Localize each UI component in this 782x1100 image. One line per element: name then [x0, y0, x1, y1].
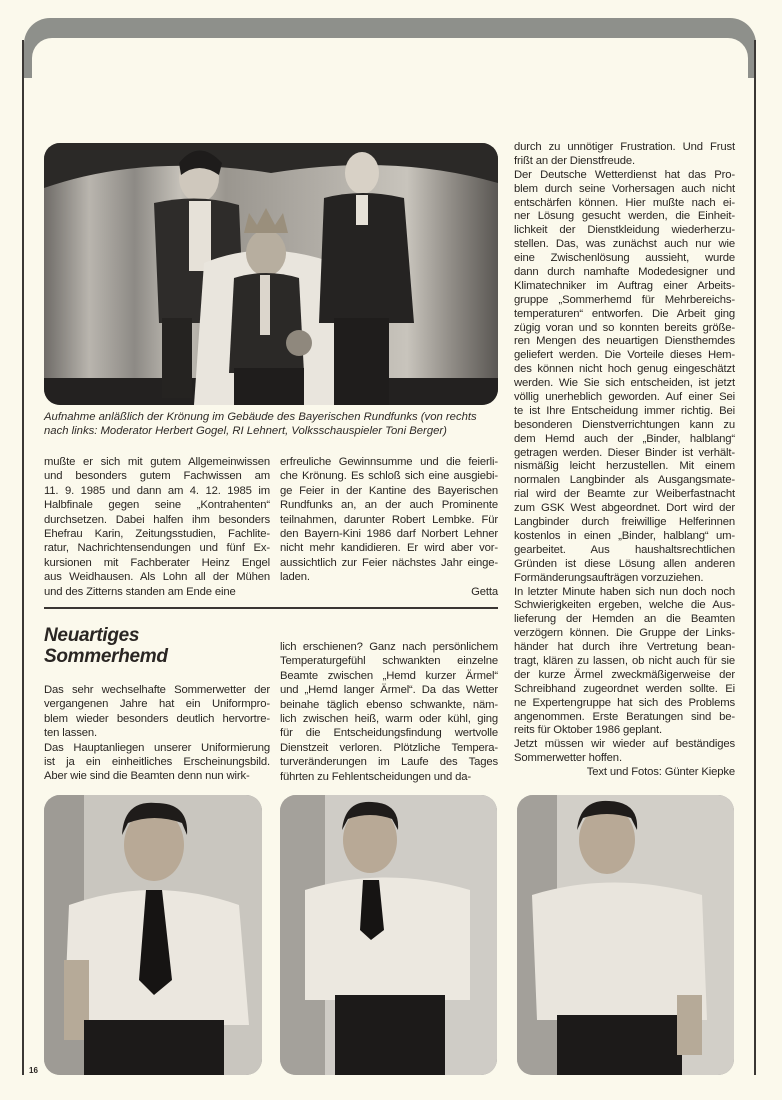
shirt-photo-tie	[44, 795, 262, 1075]
title-line: Sommerhemd	[44, 646, 168, 667]
text-line: zügig voran und so konnten bereits größe-	[514, 321, 735, 334]
photo-caption	[44, 410, 504, 438]
article1-column-2-lines	[280, 455, 498, 585]
shirt-photo-no-tie	[517, 795, 734, 1075]
text-line: ner Lösung gesucht werden, die Einheit-	[514, 210, 735, 223]
text-line: lieferung der Hemden an die Beamten	[514, 613, 735, 626]
text-line: Schreibhand zugeordnet werden sollte. Ei	[514, 682, 735, 695]
text-line: vergangenen Jahre hat ein Uniformpro-	[44, 698, 270, 711]
page-number: 16	[29, 1066, 38, 1075]
text-line: führten zu Fehlentscheidungen und da-	[280, 770, 472, 783]
text-line: Gründen ist diese Lösung allen anderen	[514, 557, 735, 570]
text-line: blem wieder besonders deutlich hervortre-	[44, 712, 270, 725]
title-line: Neuartiges	[44, 625, 140, 646]
text-line: nismäßig leicht herzustellen. Mit einem	[514, 460, 735, 473]
text-line: Dienstzeit verloren. Plötzliche Tempera-	[280, 741, 498, 754]
text-line: normalen Langbinder als Ausgangsmate-	[514, 474, 735, 487]
text-line: und des Zitterns standen am Ende eine	[44, 585, 236, 598]
text-line: Schwierigkeiten ergeben, welche die Aus-	[514, 599, 735, 612]
text-line: frißt an der Dienstfreude.	[514, 154, 636, 167]
text-line: aussichtlich zur Feier nächstes Jahr einge-	[280, 556, 498, 569]
text-line: ten lassen.	[44, 727, 97, 740]
text-line: ren Mengen des neuartigen Diensthemdes	[514, 335, 735, 348]
text-line: temperaturen“ entworfen. Die Arbeit ging	[514, 307, 735, 320]
text-line: Halbfinale gegen seine „Kontrahenten“	[44, 499, 270, 512]
text-line: dann durch namhafte Modedesigner und	[514, 266, 735, 279]
text-line: ne Expertengruppe hat sich des Problems	[514, 696, 735, 709]
text-line: beinahe täglich ebenso schwankte, näm-	[280, 698, 498, 711]
article2-column-2	[280, 640, 498, 784]
text-line: nicht mehr kandidieren. Er wird aber vor-	[280, 542, 498, 555]
text-line: Jetzt müssen wir wieder auf beständiges	[514, 738, 735, 751]
text-line: händer hat durch ihre Vertretung bean-	[514, 641, 735, 654]
article1-column-1-lines	[44, 455, 270, 599]
text-line: Rundfunks an, an der auch Prominente	[280, 499, 498, 512]
text-line: reits für Oktober 1986 geplant.	[514, 724, 662, 737]
text-line: Beamte zwischen „Hemd kurzer Ärmel“	[280, 669, 498, 682]
text-line: dem Hemd auch der „Binder, halblang“	[514, 432, 735, 445]
article-divider	[44, 607, 498, 609]
text-line: Temperaturgefühl schwankten einzelne	[280, 655, 498, 668]
text-line: Klimatechniker im Auftrag einer Arbeits-	[514, 279, 735, 292]
article2-column-3-lines	[514, 141, 735, 766]
coronation-photo	[44, 143, 498, 405]
text-line: teilnahmen, darunter Robert Lembke. Für	[280, 513, 498, 526]
text-line: Formänderungsaufträgen vorzuziehen.	[514, 571, 704, 584]
text-line: ge Feier in der Kantine des Bayerischen	[280, 484, 498, 497]
text-line: lich erschienen? Ganz nach persönlichem	[280, 641, 498, 653]
text-line: che Krönung. Es schloß sich eine ausgiebi-	[280, 470, 498, 483]
page-frame-right-border	[754, 40, 756, 1075]
text-line: tragt, klären zu lassen, ob nicht auch für sie	[514, 654, 735, 667]
text-line: laden.	[280, 571, 310, 584]
text-line: stellen. Das, was zunächst auch nur wie	[514, 238, 735, 251]
text-line: rial wird der Beamte zur Weiberfastnacht	[514, 488, 735, 501]
text-line: und besonders gutem Fachwissen am	[44, 470, 270, 483]
text-line: Das Hauptanliegen unserer Uniformierung	[44, 741, 270, 754]
article2-credit: Text und Fotos: Günter Kiepke	[586, 766, 735, 779]
text-line: In letzter Minute haben sich nun doch noch	[514, 585, 735, 598]
caption-line: nach links: Moderator Herbert Gogel, RI Lehnert, Volksschauspieler Toni Berger)	[44, 425, 447, 437]
text-line: Ehefrau Karin, Zeitungsstudien, Fachlite-	[44, 527, 270, 540]
text-line: kostenlos in einen „Binder, halblang“ um-	[514, 529, 735, 542]
text-line: Sommerwetter hoffen.	[514, 752, 622, 765]
text-line: angenommen. Erste Beratungen sind be-	[514, 710, 735, 723]
article1-column-2	[280, 455, 498, 599]
text-line: gruppe „Sommerhemd für Mehrbereichs-	[514, 293, 735, 306]
text-line: gearbeitet. Aus haushaltsrechtlichen	[514, 543, 735, 556]
text-line: Aber wie sind die Beamten denn nun wirk-	[44, 770, 250, 783]
text-line: te ist Ihre Entscheidung immer richtig. Bei	[514, 404, 735, 417]
text-line: den Bayern-Kini 1986 darf Norbert Lehner	[280, 527, 498, 540]
article2-column-2-lines	[280, 640, 498, 784]
text-line: des können nicht hoch genug eingeschätzt	[514, 363, 735, 376]
article2-column-1	[44, 683, 270, 784]
article2-title	[44, 625, 168, 667]
text-line: ist ja ein einheitliches Erscheinungsbild.	[44, 755, 270, 768]
text-line: für die Entscheidungsfindung wertvolle	[280, 727, 498, 740]
text-line: entschärfen können. Hier mußte nach ei-	[514, 196, 735, 209]
article2-column-1-lines	[44, 683, 270, 784]
text-line: werden. Wie Sie sich entscheiden, ist jetzt	[514, 377, 735, 390]
text-line: getragen werden. Dieser Binder ist verhält-	[514, 446, 735, 459]
text-line: durchsetzen. Dabei halfen ihm besonders	[44, 513, 270, 526]
text-line: eine Zwischenlösung aussieht, wurde	[514, 252, 735, 265]
text-line: erfreuliche Gewinnsumme und die feierli-	[280, 456, 498, 468]
text-line: turveränderungen im Laufe des Tages	[280, 756, 498, 769]
article1-signature: Getta	[471, 585, 498, 598]
text-line: völlig unerheblich geworden. Auf einer Sei	[514, 391, 735, 404]
page-frame-inner	[32, 38, 748, 98]
article1-column-1	[44, 455, 270, 599]
text-line: und „Hemd langer Ärmel“. Da das Wetter	[280, 684, 498, 697]
page-frame-left-border	[22, 40, 24, 1075]
shirt-photo-short-tie	[280, 795, 497, 1075]
text-line: kursionen mit Fachberater Heinz Engel	[44, 556, 270, 569]
article2-column-3	[514, 141, 735, 780]
text-line: der kurze Ärmel zweckmäßigerweise der	[514, 668, 735, 681]
text-line: 11. 9. 1985 und dann am 4. 12. 1985 im	[44, 484, 270, 497]
text-line: lich zwischen heiß, warm oder kühl, ging	[280, 712, 498, 725]
text-line: durch zu unnötiger Frustration. Und Frust	[514, 141, 735, 153]
caption-line: Aufnahme anläßlich der Krönung im Gebäude des Bayerischen Rundfunks (von rechts	[44, 411, 477, 423]
text-line: besonderen Dienstverrichtungen kann zu	[514, 418, 735, 431]
text-line: ratur, Nachrichtensendungen und fünf Ex-	[44, 542, 270, 555]
text-line: blem durch seine Vorhersagen auch nicht	[514, 182, 735, 195]
text-line: mußte er sich mit gutem Allgemeinwissen	[44, 456, 270, 468]
text-line: zum GSK West abgeordnet. Dort wird der	[514, 502, 735, 515]
text-line: Das sehr wechselhafte Sommerwetter der	[44, 684, 270, 696]
text-line: lichkeit der Dienstkleidung wiederherzu-	[514, 224, 735, 237]
text-line: verzögern können. Die Gruppe der Links-	[514, 627, 735, 640]
text-line: aus Weidhausen. Als Lohn all der Mühen	[44, 571, 270, 584]
text-line: geliefert werden. Die Vorteile dieses Hem-	[514, 349, 735, 362]
text-line: Der Deutsche Wetterdienst hat das Pro-	[514, 168, 735, 181]
text-line: Langbinder durch freiwillige Helferinnen	[514, 516, 735, 529]
